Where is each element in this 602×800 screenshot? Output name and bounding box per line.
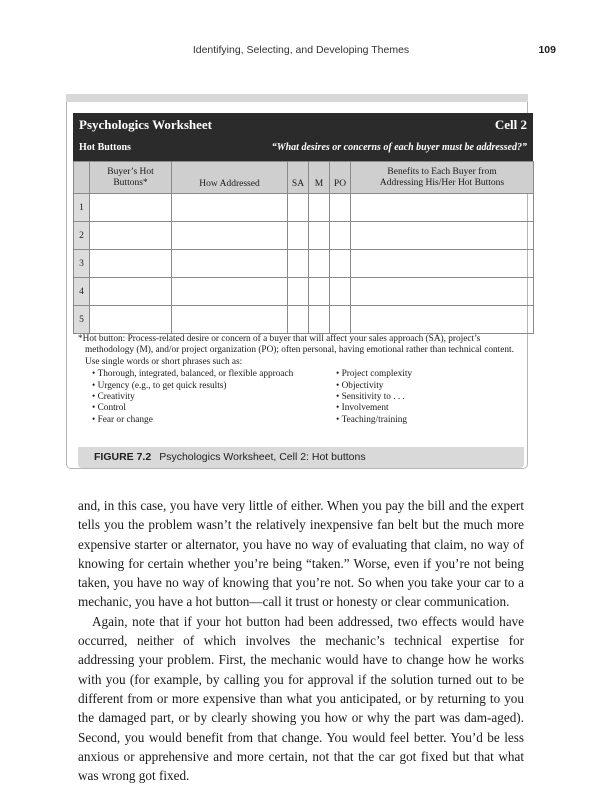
empty-cell[interactable] bbox=[288, 222, 309, 250]
running-head-title: Identifying, Selecting, and Developing Themes bbox=[192, 44, 410, 56]
empty-cell[interactable] bbox=[288, 250, 309, 278]
empty-cell[interactable] bbox=[172, 306, 288, 334]
empty-cell[interactable] bbox=[309, 194, 330, 222]
empty-cell[interactable] bbox=[90, 278, 172, 306]
psychologics-worksheet bbox=[73, 113, 533, 334]
empty-cell[interactable] bbox=[90, 250, 172, 278]
empty-cell[interactable] bbox=[330, 306, 351, 334]
empty-cell[interactable] bbox=[330, 222, 351, 250]
empty-cell[interactable] bbox=[90, 306, 172, 334]
benefits-line2: Addressing His/Her Hot Buttons bbox=[379, 177, 505, 188]
empty-cell[interactable] bbox=[330, 250, 351, 278]
example-item: • Control bbox=[92, 403, 293, 414]
column-header-benefits bbox=[351, 162, 534, 194]
empty-cell[interactable] bbox=[90, 194, 172, 222]
empty-cell[interactable] bbox=[288, 278, 309, 306]
hot-buttons-line1: Buyer’s Hot bbox=[107, 166, 154, 177]
empty-cell[interactable] bbox=[172, 278, 288, 306]
column-header-sa: SA bbox=[288, 162, 309, 194]
column-header-hot-buttons bbox=[90, 162, 172, 194]
footnote-text: *Hot button: Process-related desire or concern of a buyer that will affect your sales approach (SA), project’s methodology (M), and/or project organization (PO); often personal, having emotional rather than technical content. Use single words or short phrases such as: bbox=[78, 334, 514, 367]
empty-cell[interactable] bbox=[351, 278, 534, 306]
empty-cell[interactable] bbox=[309, 222, 330, 250]
row-number: 4 bbox=[74, 278, 90, 306]
empty-cell[interactable] bbox=[330, 278, 351, 306]
row-number: 1 bbox=[74, 194, 90, 222]
table-row bbox=[74, 194, 534, 222]
column-header-how-addressed: How Addressed bbox=[172, 162, 288, 194]
empty-cell[interactable] bbox=[351, 250, 534, 278]
table-row bbox=[74, 306, 534, 334]
table-header-row bbox=[74, 162, 534, 194]
column-header-po: PO bbox=[330, 162, 351, 194]
empty-cell[interactable] bbox=[172, 222, 288, 250]
worksheet-question: “What desires or concerns of each buyer must be addressed?” bbox=[271, 142, 527, 153]
running-head bbox=[0, 44, 602, 60]
body-text bbox=[78, 496, 524, 785]
example-item: • Sensitivity to . . . bbox=[336, 392, 412, 403]
table-row bbox=[74, 250, 534, 278]
empty-cell[interactable] bbox=[351, 194, 534, 222]
figure-label: FIGURE 7.2 bbox=[94, 451, 152, 463]
hot-buttons-line2: Buttons* bbox=[113, 177, 148, 188]
empty-cell[interactable] bbox=[288, 194, 309, 222]
worksheet-title: Psychologics Worksheet bbox=[79, 117, 213, 132]
row-number: 5 bbox=[74, 306, 90, 334]
page-number: 109 bbox=[538, 44, 556, 56]
empty-cell[interactable] bbox=[351, 306, 534, 334]
paragraph: and, in this case, you have very little of either. When you pay the bill and the expert tells you the problem wasn’t the relatively inexpensive fan belt but the much more expensive starter or alternator, you have no way of evaluating that claim, no way of knowing for certain whether you’re being “taken.” Worse, even if you’re not being taken, you have no way of knowing that you’re not. So when you take your car to a mechanic, you have a hot button—call it trust or honesty or clear communication. bbox=[78, 498, 524, 610]
worksheet-cell-label: Cell 2 bbox=[494, 117, 527, 132]
example-item: • Teaching/training bbox=[336, 415, 412, 426]
empty-cell[interactable] bbox=[172, 250, 288, 278]
example-item: • Urgency (e.g., to get quick results) bbox=[92, 381, 293, 392]
hot-button-footnote bbox=[78, 334, 530, 429]
example-item: • Creativity bbox=[92, 392, 293, 403]
example-item: • Fear or change bbox=[92, 415, 293, 426]
empty-cell[interactable] bbox=[309, 278, 330, 306]
empty-cell[interactable] bbox=[351, 222, 534, 250]
empty-cell[interactable] bbox=[309, 306, 330, 334]
table-row bbox=[74, 222, 534, 250]
examples-right-column bbox=[336, 369, 412, 426]
figure-caption bbox=[94, 451, 366, 463]
benefits-line1: Benefits to Each Buyer from bbox=[387, 166, 497, 177]
figure-caption-bar bbox=[78, 447, 524, 468]
examples-left-column bbox=[92, 369, 293, 426]
empty-cell[interactable] bbox=[288, 306, 309, 334]
empty-cell[interactable] bbox=[172, 194, 288, 222]
row-number: 3 bbox=[74, 250, 90, 278]
figure-caption-text: Psychologics Worksheet, Cell 2: Hot buttons bbox=[159, 451, 366, 463]
paragraph: Again, note that if your hot button had been addressed, two effects would have occurred, neither of which involves the mechanic’s technical expertise for addressing your problem. First, the mechanic would have to change how he works with you (for example, by calling you for approval if the solution turned out to be different from or more expensive than what you anticipated, or by returning to you the damaged part, or by clearly showing you how or why the part was dam-aged). Second, you would benefit from that change. You would feel better. You’d be less anxious or apprehensive and more certain, not that the car got fixed but that what was wrong got fixed. bbox=[78, 613, 524, 784]
empty-cell[interactable] bbox=[309, 250, 330, 278]
example-item: • Project complexity bbox=[336, 369, 412, 380]
table-row bbox=[74, 278, 534, 306]
worksheet-table bbox=[73, 161, 534, 334]
example-item: • Involvement bbox=[336, 403, 412, 414]
column-header-number bbox=[74, 162, 90, 194]
footnote-examples bbox=[78, 369, 530, 429]
worksheet-subtitle: Hot Buttons bbox=[79, 142, 131, 153]
worksheet-header bbox=[73, 113, 533, 161]
column-header-m: M bbox=[309, 162, 330, 194]
example-item: • Objectivity bbox=[336, 381, 412, 392]
empty-cell[interactable] bbox=[90, 222, 172, 250]
example-item: • Thorough, integrated, balanced, or flexible approach bbox=[92, 369, 293, 380]
empty-cell[interactable] bbox=[330, 194, 351, 222]
row-number: 2 bbox=[74, 222, 90, 250]
